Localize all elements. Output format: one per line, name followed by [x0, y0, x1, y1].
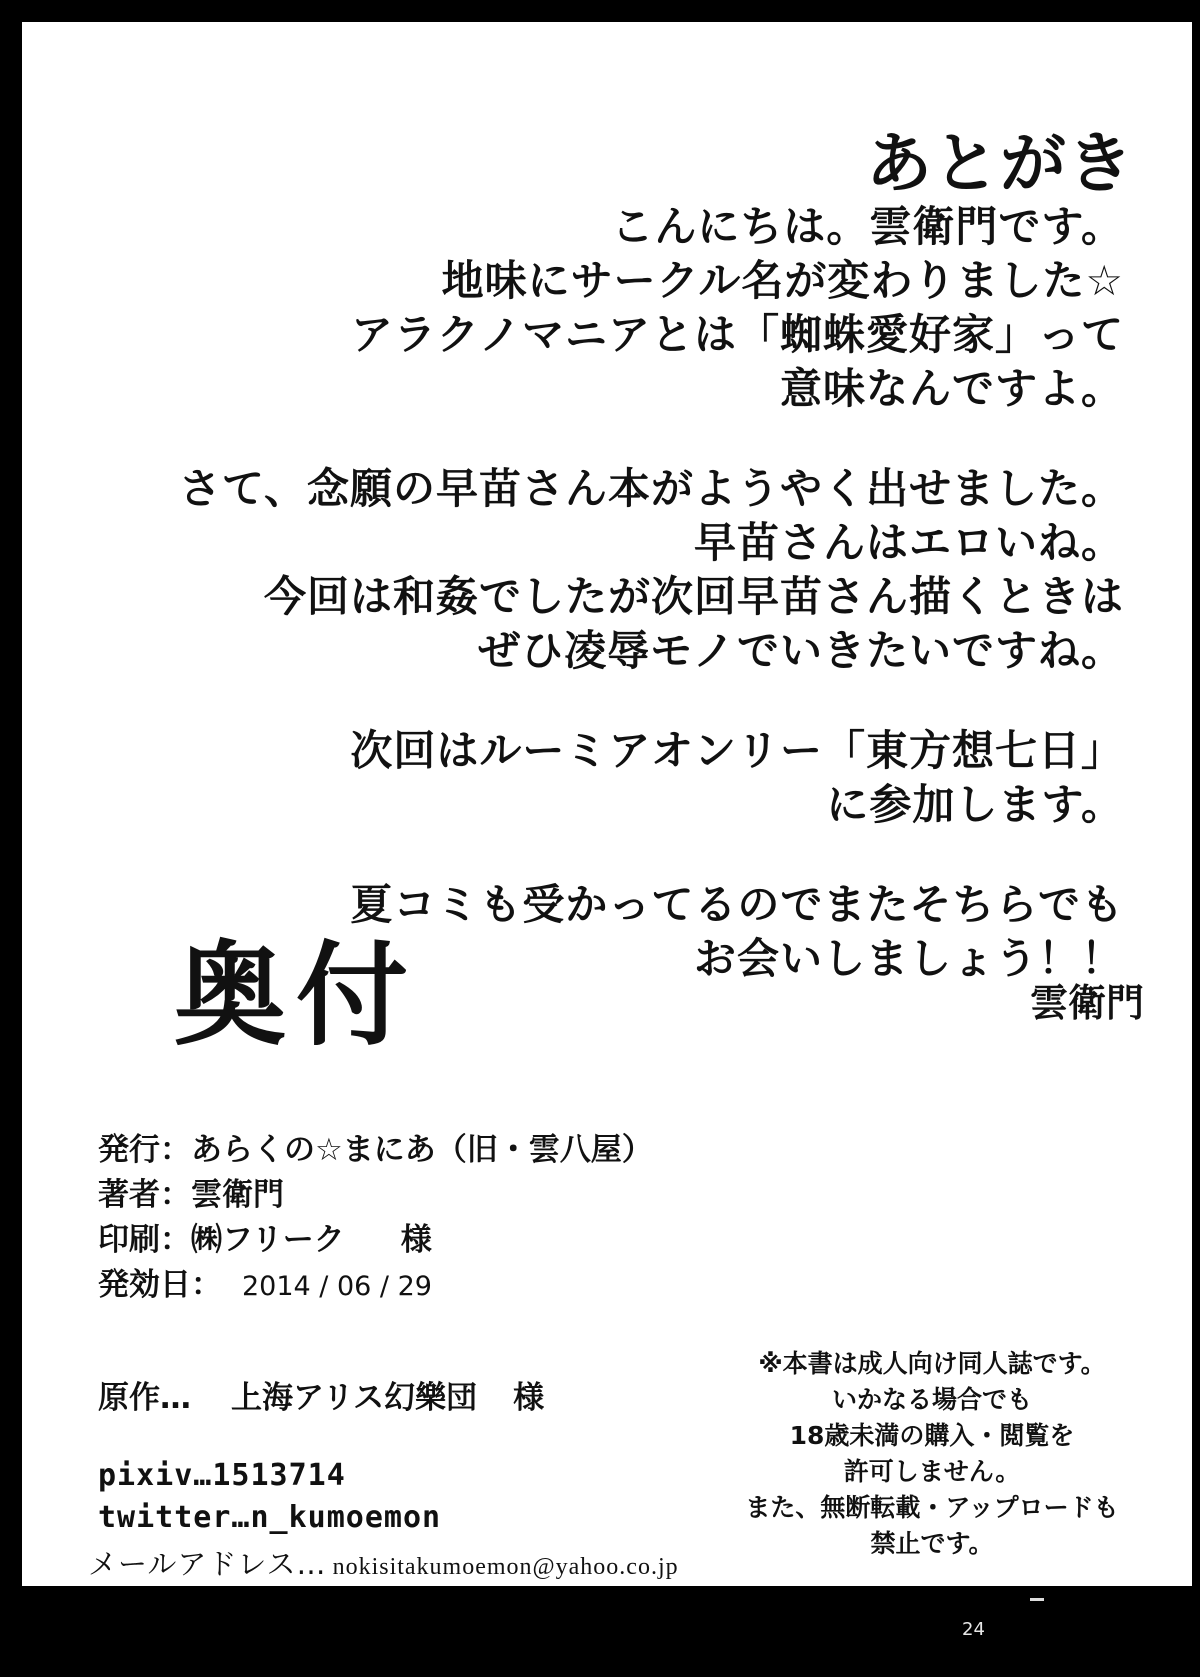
afterword-paragraph — [124, 200, 1124, 416]
notice-line: いかなる場合でも — [831, 1385, 1032, 1414]
pixiv-id: pixiv…1513714 — [98, 1458, 346, 1493]
notice-line: 禁止です。 — [870, 1529, 994, 1558]
afterword-body — [124, 200, 1124, 1032]
mail-label: メールアドレス… — [88, 1547, 327, 1581]
issue-date: 2014 / 06 / 29 — [242, 1271, 432, 1302]
printer-honorific: 様 — [400, 1222, 432, 1258]
publisher-field: 発行：あらくの☆まにあ（旧・雲八屋） — [98, 1132, 653, 1168]
printer-field — [98, 1214, 653, 1259]
afterword-line: 次回はルーミアオンリー「東方想七日」 — [350, 726, 1124, 775]
afterword-paragraph — [124, 724, 1124, 832]
afterword-line: 意味なんですよ。 — [779, 364, 1124, 413]
afterword-line: アラクノマニアとは「蜘蛛愛好家」って — [350, 310, 1124, 359]
page-number: 24 — [962, 1619, 985, 1640]
adult-notice — [702, 1346, 1162, 1562]
issue-date-field — [98, 1259, 653, 1304]
afterword-line: 今回は和姦でしたが次回早苗さん描くときは — [263, 572, 1124, 621]
notice-line: 許可しません。 — [843, 1457, 1021, 1486]
original-work-name: 上海アリス幻樂団 — [231, 1380, 478, 1416]
afterword-line: に参加します。 — [826, 780, 1124, 829]
afterword-line: 地味にサークル名が変わりました☆ — [441, 256, 1124, 305]
afterword-line: ぜひ凌辱モノでいきたいですね。 — [478, 626, 1124, 675]
original-label: 原作… — [98, 1380, 191, 1416]
mail-line — [88, 1542, 679, 1584]
notice-line: また、無断転載・アップロードも — [745, 1493, 1119, 1522]
original-work — [98, 1372, 544, 1417]
mail-address: nokisitakumoemon@yahoo.co.jp — [332, 1554, 679, 1580]
afterword-line: 早苗さんはエロいね。 — [693, 518, 1124, 567]
notice-line: ※本書は成人向け同人誌です。 — [758, 1349, 1106, 1378]
contacts — [88, 1458, 679, 1584]
notice-line: 18歳未満の購入・閲覧を — [789, 1421, 1075, 1450]
author-field: 著者：雲衛門 — [98, 1177, 284, 1213]
afterword-line: こんにちは。雲衛門です。 — [611, 202, 1124, 251]
scan-mark — [1030, 1598, 1044, 1601]
page — [22, 22, 1192, 1586]
original-honorific: 様 — [513, 1380, 545, 1416]
afterword-paragraph — [124, 462, 1124, 678]
afterword-title: あとがき — [866, 125, 1134, 202]
twitter-handle: twitter…n_kumoemon — [98, 1500, 442, 1535]
afterword-signature: 雲衛門 — [1029, 981, 1144, 1025]
afterword-line: さて、念願の早苗さん本がようやく出せました。 — [178, 464, 1124, 513]
afterword-line: お会いしましょう！！ — [693, 934, 1124, 983]
colophon-title: 奥付 — [174, 931, 418, 1061]
afterword-line: 夏コミも受かってるのでまたそちらでも — [350, 880, 1124, 929]
printer-name: 印刷：㈱フリーク — [98, 1222, 345, 1258]
issue-date-label: 発効日： — [98, 1267, 222, 1303]
colophon-fields — [98, 1124, 653, 1304]
